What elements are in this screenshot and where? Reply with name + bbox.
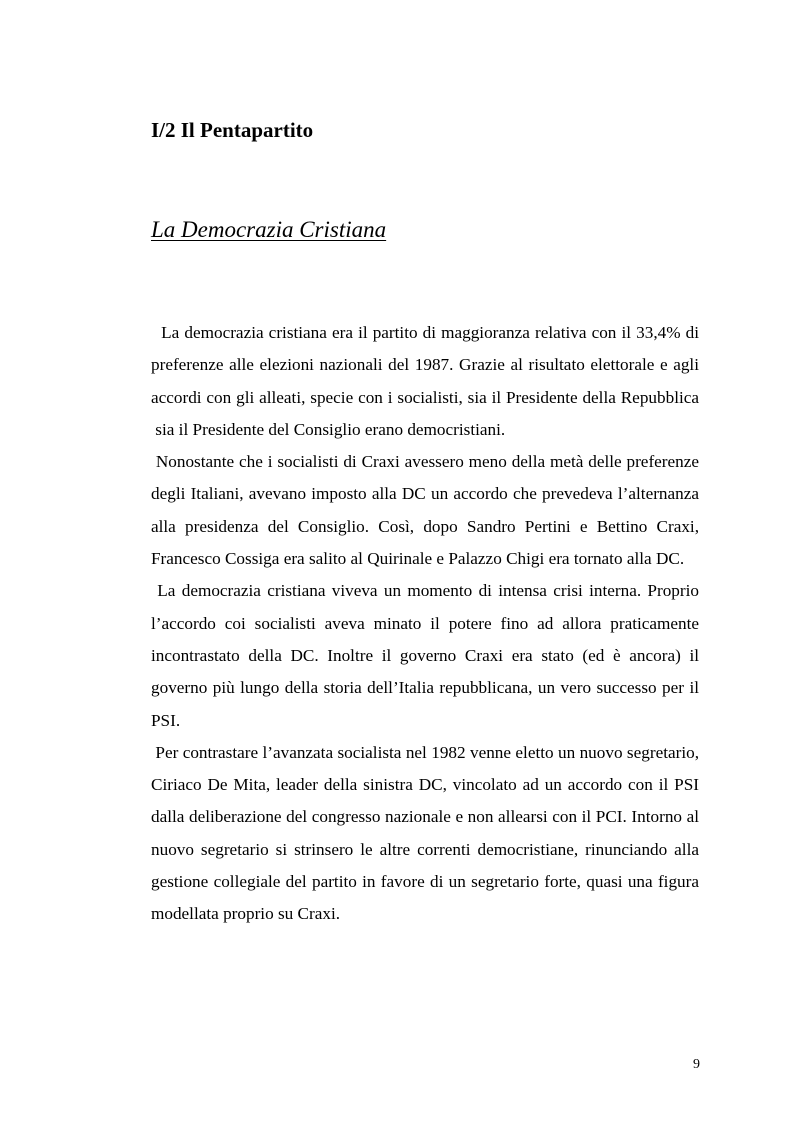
- paragraph-1: La democrazia cristiana era il partito di maggioranza relativa con il 33,4% di preferenze alle elezioni nazionali del 1987. Grazie al risultato elettorale e agli accordi con gli alleati, specie con i socialisti, sia il Presidente della Repubblica sia il Presidente del Consiglio erano democristiani.: [151, 323, 699, 439]
- page-number: 9: [693, 1057, 700, 1072]
- paragraph-2: Nonostante che i socialisti di Craxi avessero meno della metà delle preferenze degli Italiani, avevano imposto alla DC un accordo che prevedeva l’alternanza alla presidenza del Consiglio. Così, dopo Sandro Pertini e Bettino Craxi, Francesco Cossiga era salito al Quirinale e Palazzo Chigi era tornato alla DC.: [151, 452, 699, 569]
- paragraph-3: La democrazia cristiana viveva un momento di intensa crisi interna. Proprio l’accordo coi socialisti aveva minato il potere fino ad allora praticamente incontrastato della DC. Inoltre il governo Craxi era stato (ed è ancora) il governo più lungo della storia dell’Italia repubblicana, un vero successo per il PSI.: [151, 581, 699, 730]
- paragraph-4: Per contrastare l’avanzata socialista nel 1982 venne eletto un nuovo segretario, Ciriaco De Mita, leader della sinistra DC, vincolato ad un accordo con il PSI dalla deliberazione del congresso nazionale e non allearsi con il PCI. Intorno al nuovo segretario si strinsero le altre correnti democristiane, rinunciando alla gestione collegiale del partito in favore di un segretario forte, quasi una figura modellata proprio su Craxi.: [151, 742, 699, 924]
- section-title: La Democrazia Cristiana: [151, 217, 387, 242]
- chapter-title: I/2 Il Pentapartito: [151, 118, 314, 142]
- body-text: [151, 317, 699, 931]
